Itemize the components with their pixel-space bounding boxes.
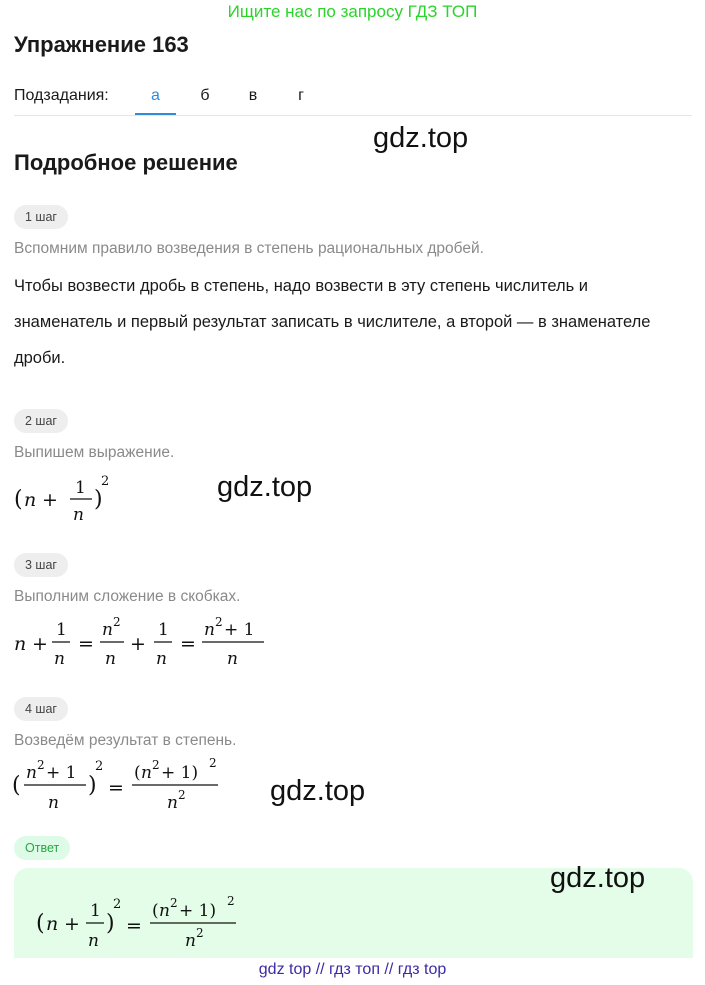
formula-answer	[36, 888, 256, 954]
svg-text:(: (	[36, 911, 45, 936]
step-text: Чтобы возвести дробь в степень, надо возвести в эту степень числитель и знаменатель и первый результат записать в числителе, а второй — в знаменателе дроби.	[14, 277, 651, 367]
svg-text:n: n	[204, 620, 215, 640]
svg-text:1: 1	[75, 478, 86, 498]
svg-text:n: n	[141, 763, 152, 783]
svg-text:n: n	[159, 901, 170, 921]
svg-text:=: =	[108, 777, 124, 799]
svg-text:+: +	[64, 913, 80, 935]
svg-text:(: (	[12, 773, 21, 798]
svg-text:n: n	[88, 931, 99, 951]
svg-text:2: 2	[170, 896, 178, 910]
svg-text:n: n	[167, 793, 178, 813]
search-banner: Ищите нас по запросу ГДЗ ТОП	[227, 2, 478, 21]
svg-text:(: (	[134, 763, 141, 783]
svg-text:+: +	[42, 489, 58, 511]
svg-text:): )	[106, 911, 115, 936]
svg-text:n: n	[46, 913, 59, 935]
svg-text:n: n	[24, 489, 37, 511]
answer-badge: Ответ	[14, 836, 70, 860]
step-note: Выпишем выражение.	[14, 444, 175, 461]
tab-g[interactable]: г	[298, 87, 304, 104]
svg-text:n: n	[54, 649, 65, 669]
svg-text:+: +	[130, 633, 146, 655]
step-note: Возведём результат в степень.	[14, 732, 237, 749]
svg-text:2: 2	[215, 615, 223, 629]
svg-text:2: 2	[101, 474, 110, 489]
svg-text:2: 2	[95, 759, 104, 774]
watermark: gdz.top	[217, 471, 313, 503]
svg-text:n: n	[26, 763, 37, 783]
svg-text:+ 1: + 1	[46, 763, 77, 783]
watermark: gdz.top	[373, 122, 469, 154]
svg-text:+ 1): + 1)	[179, 901, 217, 921]
tab-b[interactable]: б	[200, 87, 210, 104]
subtasks-divider	[14, 115, 692, 116]
svg-text:2: 2	[227, 894, 235, 908]
svg-text:n: n	[227, 649, 238, 669]
svg-text:1: 1	[90, 901, 101, 921]
svg-text:=: =	[180, 633, 196, 655]
tab-v[interactable]: в	[248, 87, 258, 104]
svg-text:n: n	[105, 649, 116, 669]
step-note: Выполним сложение в скобках.	[14, 588, 241, 605]
step-badge: 4 шаг	[14, 697, 68, 721]
step-badge: 2 шаг	[14, 409, 68, 433]
svg-text:n: n	[48, 793, 59, 813]
svg-text:+: +	[32, 633, 48, 655]
tab-a[interactable]: а	[151, 87, 160, 104]
step-badge: 1 шаг	[14, 205, 68, 229]
step-note: Вспомним правило возведения в степень рациональных дробей.	[14, 240, 484, 257]
step-badge: 3 шаг	[14, 553, 68, 577]
svg-text:(: (	[14, 487, 23, 512]
svg-text:2: 2	[113, 615, 121, 629]
page-title: Упражнение 163	[14, 32, 189, 57]
svg-text:=: =	[126, 915, 142, 937]
svg-text:2: 2	[152, 758, 160, 772]
svg-text:(: (	[152, 901, 159, 921]
watermark: gdz.top	[550, 862, 646, 894]
svg-text:+ 1: + 1	[224, 620, 255, 640]
svg-text:1: 1	[158, 620, 169, 640]
watermark: gdz.top	[270, 775, 366, 807]
svg-text:+ 1): + 1)	[161, 763, 199, 783]
section-title: Подробное решение	[14, 150, 238, 175]
formula-addition	[12, 612, 282, 672]
svg-text:2: 2	[196, 926, 204, 940]
svg-text:n: n	[156, 649, 167, 669]
svg-text:n: n	[185, 931, 196, 951]
svg-text:=: =	[78, 633, 94, 655]
svg-text:2: 2	[209, 756, 217, 770]
svg-text:1: 1	[56, 620, 67, 640]
svg-text:2: 2	[178, 788, 186, 802]
svg-text:2: 2	[37, 758, 45, 772]
formula-power	[12, 752, 232, 818]
svg-text:n: n	[73, 505, 84, 525]
svg-text:): )	[94, 487, 103, 512]
svg-text:): )	[88, 773, 97, 798]
subtasks-label: Подзадания:	[14, 87, 109, 104]
svg-text:2: 2	[113, 897, 122, 912]
formula-expression	[12, 470, 122, 526]
svg-text:n: n	[102, 620, 113, 640]
footer-links[interactable]: gdz top // гдз топ // гдз top	[258, 961, 447, 978]
svg-text:n: n	[14, 633, 27, 655]
